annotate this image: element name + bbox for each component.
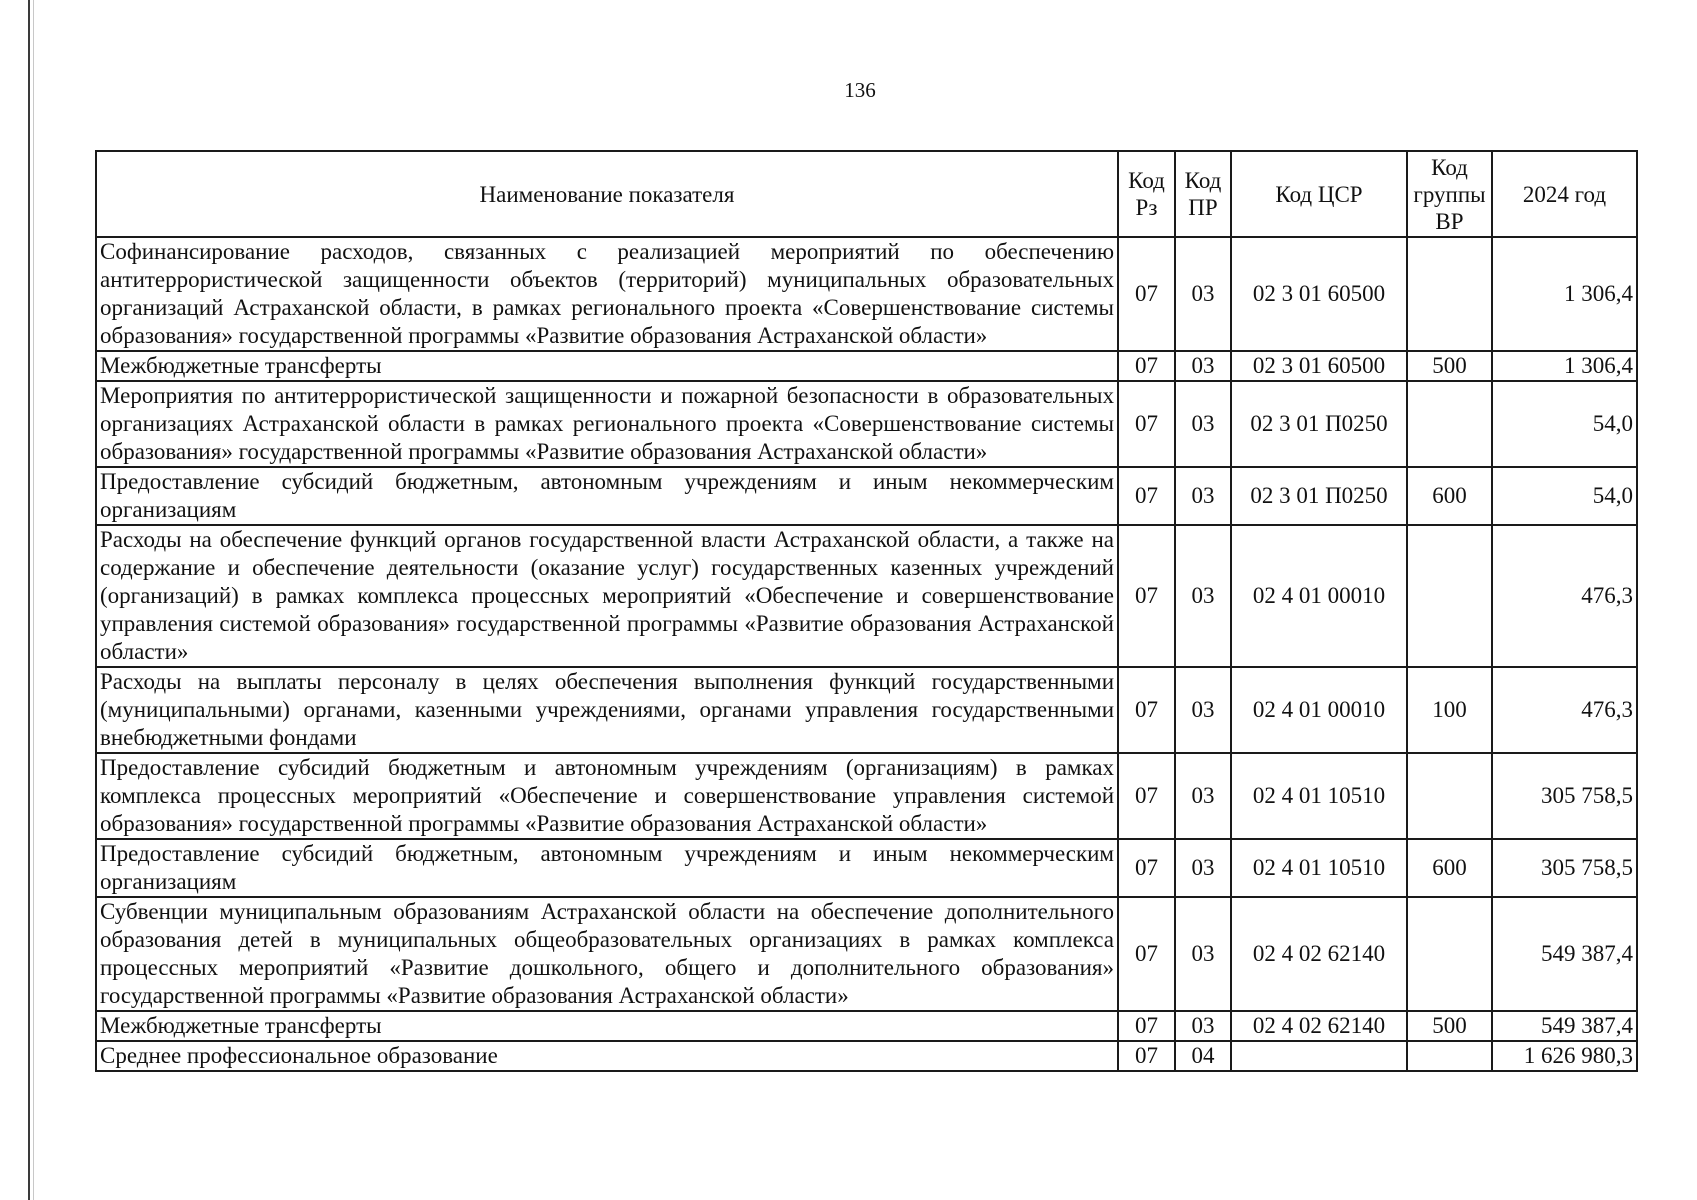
row-name: Межбюджетные трансферты <box>96 1011 1118 1041</box>
header-rz: Код Рз <box>1118 151 1175 237</box>
row-name: Расходы на обеспечение функций органов государственной власти Астраханской области, а также на содержание и обеспечение деятельности (оказание услуг) государственных казенных учреждений (организаций) в рамках комплекса процессных мероприятий «Обеспечение и совершенствование управления системой образования» государственной программы «Развитие образования Астраханской области» <box>96 525 1118 667</box>
table-row <box>96 525 1637 667</box>
row-csr: 02 3 01 П0250 <box>1231 467 1407 525</box>
scan-edge-shadow <box>33 0 34 1200</box>
row-vr: 500 <box>1407 1011 1492 1041</box>
row-pr: 03 <box>1175 525 1231 667</box>
row-csr <box>1231 1041 1407 1071</box>
row-pr: 03 <box>1175 381 1231 467</box>
table-header-row <box>96 151 1637 237</box>
row-vr <box>1407 753 1492 839</box>
table-row <box>96 237 1637 351</box>
row-pr: 03 <box>1175 351 1231 381</box>
row-pr: 03 <box>1175 1011 1231 1041</box>
row-csr: 02 3 01 60500 <box>1231 237 1407 351</box>
row-pr: 03 <box>1175 237 1231 351</box>
table-row <box>96 1011 1637 1041</box>
row-name: Софинансирование расходов, связанных с реализацией мероприятий по обеспечению антитеррористической защищенности объектов (территорий) муниципальных образовательных организаций Астраханской области, в рамках регионального проекта «Совершенствование системы образования» государственной программы «Развитие образования Астраханской области» <box>96 237 1118 351</box>
row-name: Предоставление субсидий бюджетным, автономным учреждениям и иным некоммерческим организациям <box>96 467 1118 525</box>
row-amount: 476,3 <box>1492 525 1637 667</box>
row-amount: 549 387,4 <box>1492 1011 1637 1041</box>
row-csr: 02 3 01 П0250 <box>1231 381 1407 467</box>
row-name: Мероприятия по антитеррористической защищенности и пожарной безопасности в образовательных организациях Астраханской области в рамках регионального проекта «Совершенствование системы образования» государственной программы «Развитие образования Астраханской области» <box>96 381 1118 467</box>
row-rz: 07 <box>1118 237 1175 351</box>
row-csr: 02 3 01 60500 <box>1231 351 1407 381</box>
row-vr: 600 <box>1407 839 1492 897</box>
header-pr: Код ПР <box>1175 151 1231 237</box>
row-pr: 03 <box>1175 897 1231 1011</box>
row-rz: 07 <box>1118 753 1175 839</box>
row-pr: 03 <box>1175 753 1231 839</box>
row-name: Расходы на выплаты персоналу в целях обеспечения выполнения функций государственными (муниципальными) органами, казенными учреждениями, органами управления государственными внебюджетными фондами <box>96 667 1118 753</box>
row-rz: 07 <box>1118 381 1175 467</box>
row-vr <box>1407 897 1492 1011</box>
row-rz: 07 <box>1118 667 1175 753</box>
table-row <box>96 1041 1637 1071</box>
row-pr: 03 <box>1175 667 1231 753</box>
row-amount: 549 387,4 <box>1492 897 1637 1011</box>
row-rz: 07 <box>1118 1011 1175 1041</box>
row-name: Межбюджетные трансферты <box>96 351 1118 381</box>
table-row <box>96 351 1637 381</box>
row-vr <box>1407 237 1492 351</box>
row-amount: 476,3 <box>1492 667 1637 753</box>
header-vr: Код группы ВР <box>1407 151 1492 237</box>
budget-table <box>95 150 1638 1072</box>
row-pr: 04 <box>1175 1041 1231 1071</box>
row-amount: 305 758,5 <box>1492 839 1637 897</box>
row-csr: 02 4 01 00010 <box>1231 525 1407 667</box>
row-vr: 600 <box>1407 467 1492 525</box>
header-name: Наименование показателя <box>96 151 1118 237</box>
row-name: Субвенции муниципальным образованиям Астраханской области на обеспечение дополнительного образования детей в муниципальных общеобразовательных организациях в рамках комплекса процессных мероприятий «Развитие дошкольного, общего и дополнительного образования» государственной программы «Развитие образования Астраханской области» <box>96 897 1118 1011</box>
row-rz: 07 <box>1118 467 1175 525</box>
header-year: 2024 год <box>1492 151 1637 237</box>
row-rz: 07 <box>1118 897 1175 1011</box>
row-name: Предоставление субсидий бюджетным, автономным учреждениям и иным некоммерческим организациям <box>96 839 1118 897</box>
row-csr: 02 4 02 62140 <box>1231 897 1407 1011</box>
row-vr: 100 <box>1407 667 1492 753</box>
table-row <box>96 381 1637 467</box>
header-csr: Код ЦСР <box>1231 151 1407 237</box>
row-amount: 54,0 <box>1492 381 1637 467</box>
row-csr: 02 4 01 10510 <box>1231 839 1407 897</box>
scan-edge-line <box>28 0 30 1200</box>
row-amount: 54,0 <box>1492 467 1637 525</box>
row-rz: 07 <box>1118 351 1175 381</box>
row-csr: 02 4 02 62140 <box>1231 1011 1407 1041</box>
row-csr: 02 4 01 10510 <box>1231 753 1407 839</box>
table-row <box>96 753 1637 839</box>
row-rz: 07 <box>1118 839 1175 897</box>
row-rz: 07 <box>1118 1041 1175 1071</box>
row-csr: 02 4 01 00010 <box>1231 667 1407 753</box>
row-vr <box>1407 525 1492 667</box>
table-row <box>96 839 1637 897</box>
page-number: 136 <box>844 78 876 102</box>
row-vr <box>1407 381 1492 467</box>
row-pr: 03 <box>1175 467 1231 525</box>
table-row <box>96 897 1637 1011</box>
row-amount: 1 626 980,3 <box>1492 1041 1637 1071</box>
row-amount: 305 758,5 <box>1492 753 1637 839</box>
table-row <box>96 667 1637 753</box>
row-amount: 1 306,4 <box>1492 351 1637 381</box>
row-pr: 03 <box>1175 839 1231 897</box>
row-amount: 1 306,4 <box>1492 237 1637 351</box>
row-vr <box>1407 1041 1492 1071</box>
row-name: Предоставление субсидий бюджетным и автономным учреждениям (организациям) в рамках комплекса процессных мероприятий «Обеспечение и совершенствование управления системой образования» государственной программы «Развитие образования Астраханской области» <box>96 753 1118 839</box>
row-vr: 500 <box>1407 351 1492 381</box>
row-name: Среднее профессиональное образование <box>96 1041 1118 1071</box>
table-row <box>96 467 1637 525</box>
row-rz: 07 <box>1118 525 1175 667</box>
